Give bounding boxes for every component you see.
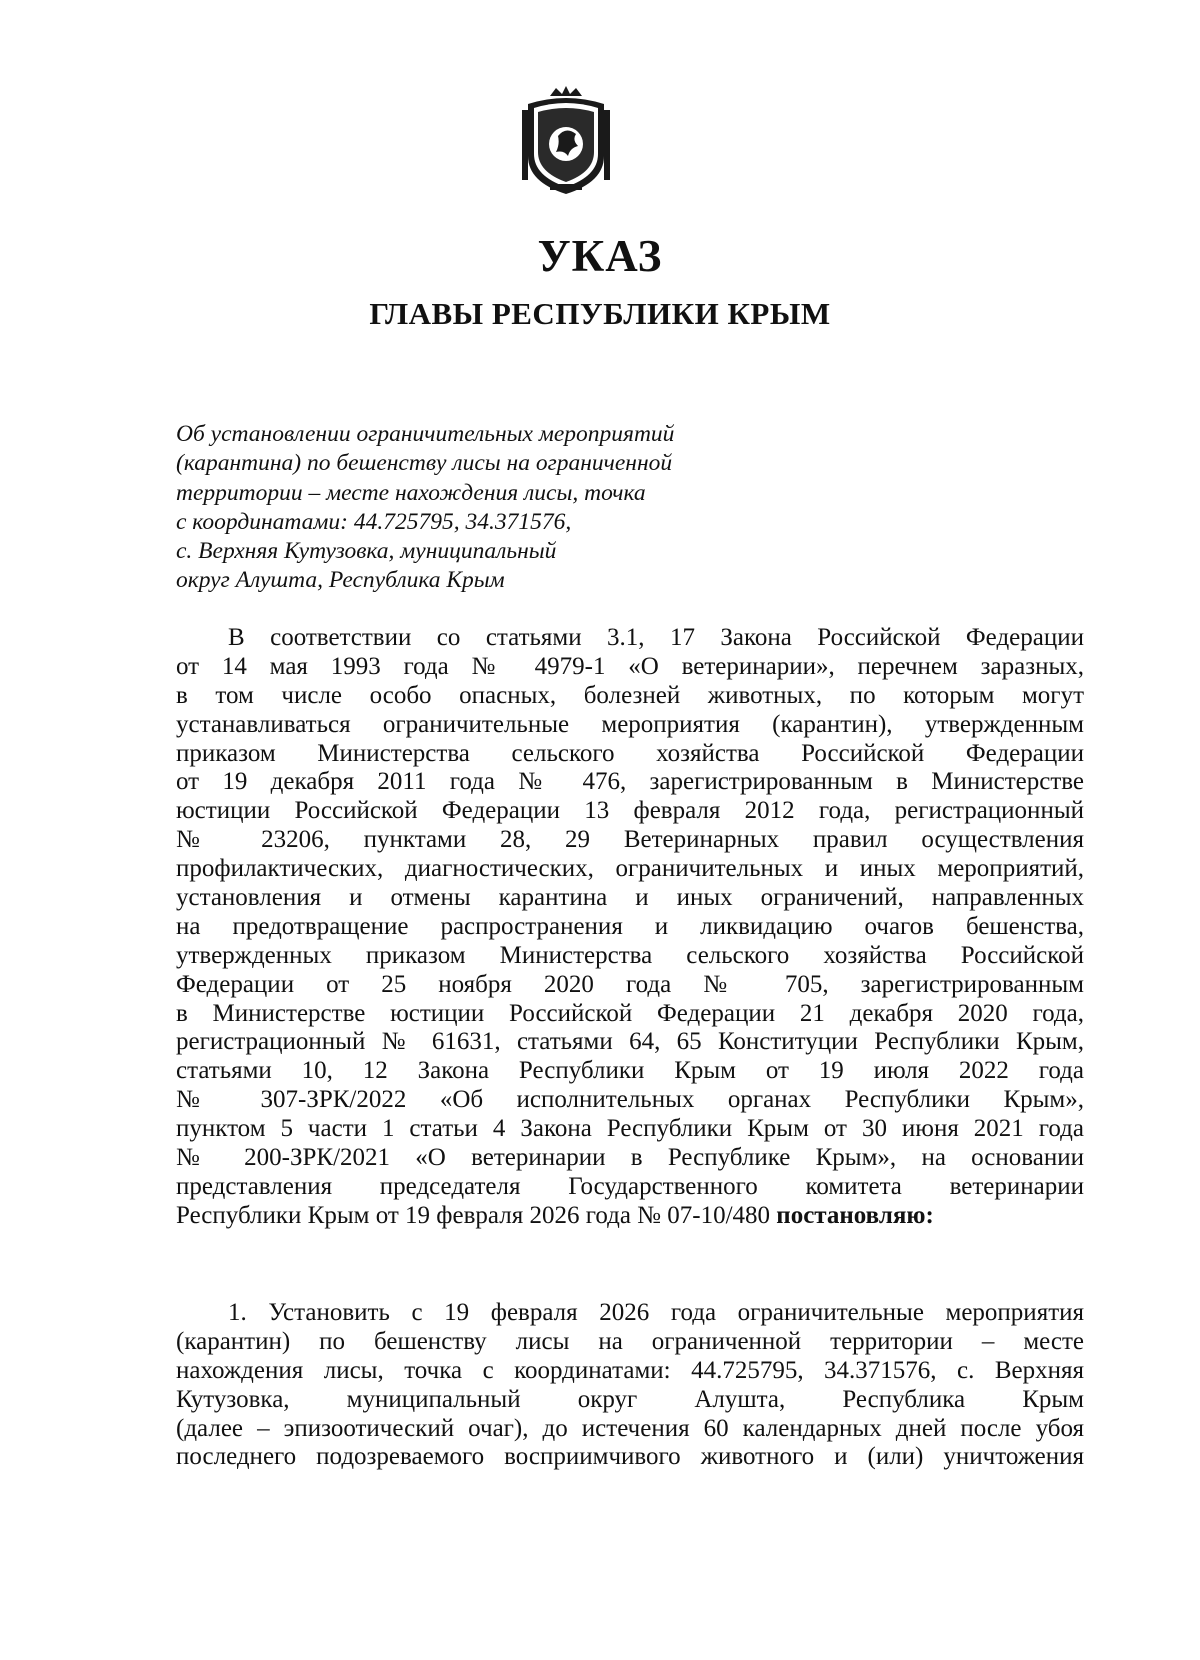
text-line: представления председателя Государственного комитета ветеринарии	[176, 1172, 1084, 1200]
text-line: статьями 10, 12 Закона Республики Крым от 19 июля 2022 года	[176, 1057, 1084, 1085]
text-line: № 23206, пунктами 28, 29 Ветеринарных правил осуществления	[176, 826, 1084, 854]
decree-word: постановляю:	[776, 1201, 934, 1229]
text-line: Федерации от 25 ноября 2020 года № 705, зарегистрированным	[176, 970, 1084, 998]
heading-line: Об установлении ограничительных мероприятий	[176, 421, 675, 447]
text-line: 1. Установить с 19 февраля 2026 года ограничительные мероприятия	[228, 1299, 1084, 1326]
heading-line: с координатами: 44.725795, 34.371576,	[176, 508, 572, 535]
text-line: юстиции Российской Федерации 13 февраля 2012 года, регистрационный	[176, 797, 1084, 825]
preamble-final-text: Республики Крым от 19 февраля 2026 года № 07-10/480	[176, 1201, 771, 1229]
coat-of-arms-icon	[520, 86, 612, 198]
text-line: Кутузовка, муниципальный округ Алушта, Республика Крым	[176, 1385, 1084, 1413]
preamble-paragraph	[176, 624, 1084, 1231]
text-line: (карантин) по бешенству лисы на ограниченной территории – месте	[176, 1327, 1084, 1355]
text-line-final	[176, 1202, 1084, 1231]
text-line: пунктом 5 части 1 статьи 4 Закона Республики Крым от 30 июня 2021 года	[176, 1115, 1084, 1143]
item-1-paragraph	[176, 1299, 1084, 1472]
text-line: № 200-ЗРК/2021 «О ветеринарии в Республике Крым», на основании	[176, 1144, 1084, 1172]
heading-line: (карантина) по бешенству лисы на ограниченной	[176, 450, 673, 477]
heading-line: с. Верхняя Кутузовка, муниципальный	[176, 538, 557, 565]
heading-line: округ Алушта, Республика Крым	[176, 567, 505, 594]
decree-heading	[176, 420, 776, 596]
text-line: установления и отмены карантина и иных ограничений, направленных	[176, 884, 1084, 912]
text-line: нахождения лисы, точка с координатами: 44.725795, 34.371576, с. Верхняя	[176, 1356, 1084, 1384]
document-subtitle: ГЛАВЫ РЕСПУБЛИКИ КРЫМ	[369, 296, 831, 331]
text-line: на предотвращение распространения и ликвидацию очагов бешенства,	[176, 912, 1084, 940]
text-line: от 19 декабря 2011 года № 476, зарегистрированным в Министерстве	[176, 768, 1084, 796]
text-line: № 307-ЗРК/2022 «Об исполнительных органах Республики Крым»,	[176, 1086, 1084, 1114]
text-line: устанавливаться ограничительные мероприятия (карантин), утвержденным	[176, 710, 1084, 738]
text-line: последнего подозреваемого восприимчивого животного и (или) уничтожения	[176, 1443, 1084, 1471]
heading-line: территории – месте нахождения лисы, точка	[176, 479, 646, 506]
text-line: в Министерстве юстиции Российской Федерации 21 декабря 2020 года,	[176, 999, 1084, 1027]
text-line: приказом Министерства сельского хозяйства Российской Федерации	[176, 739, 1084, 767]
text-line: в том числе особо опасных, болезней животных, по которым могут	[176, 681, 1084, 709]
text-line: профилактических, диагностических, ограничительных и иных мероприятий,	[176, 855, 1084, 883]
text-line: регистрационный № 61631, статьями 64, 65 Конституции Республики Крым,	[176, 1028, 1084, 1056]
document-title: УКАЗ	[537, 231, 663, 281]
text-line: от 14 мая 1993 года № 4979-1 «О ветеринарии», перечнем заразных,	[176, 652, 1084, 680]
text-line: утвержденных приказом Министерства сельского хозяйства Российской	[176, 941, 1084, 969]
text-line: В соответствии со статьями 3.1, 17 Закона Российской Федерации	[228, 624, 1084, 651]
text-line: (далее – эпизоотический очаг), до истечения 60 календарных дней после убоя	[176, 1414, 1084, 1442]
